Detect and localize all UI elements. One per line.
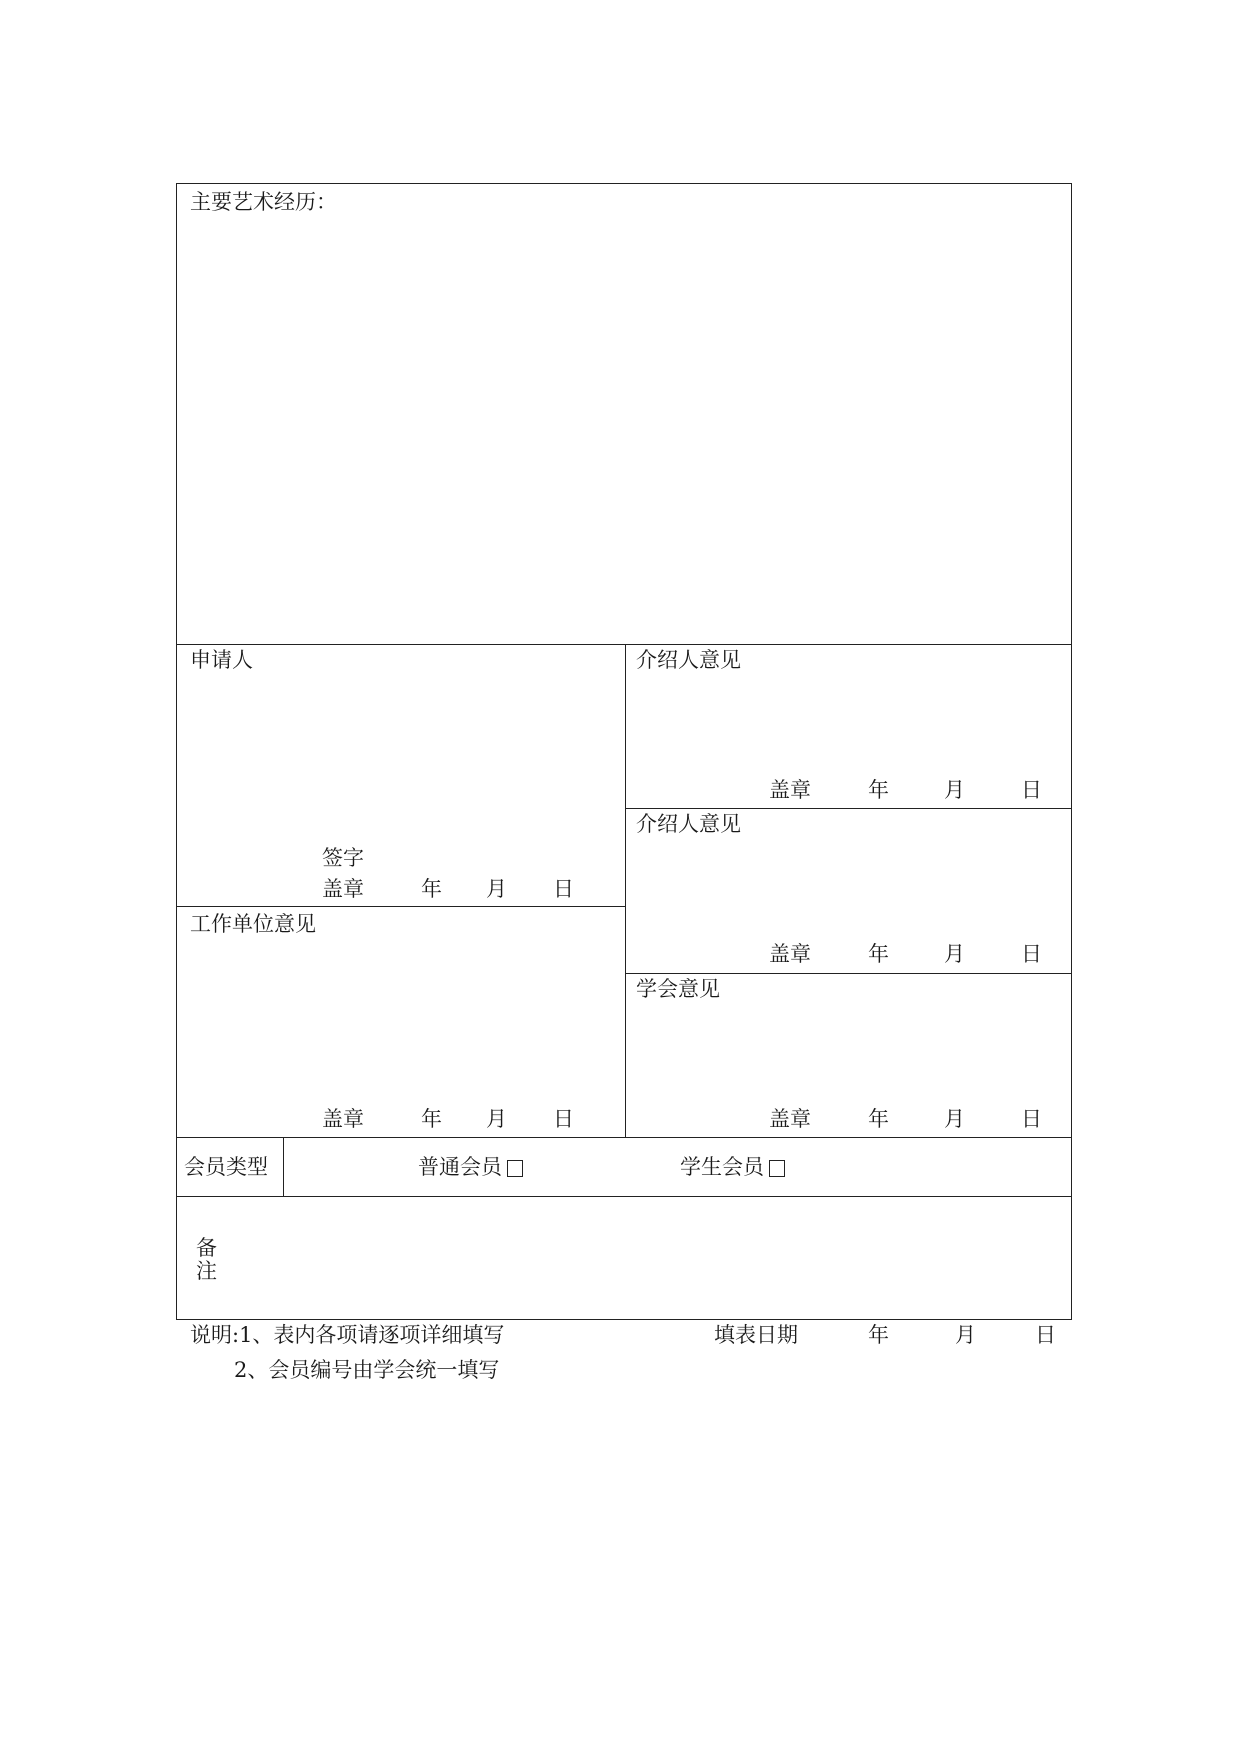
work-unit-month-label: 月 <box>486 1107 507 1131</box>
applicant-field[interactable] <box>178 676 624 836</box>
table-left-border <box>176 183 177 1320</box>
remarks-label-line2: 注 <box>196 1259 217 1283</box>
introducer-1-year-label: 年 <box>868 778 889 802</box>
member-type-regular-label: 普通会员 <box>418 1155 502 1179</box>
fill-date-year-label: 年 <box>868 1323 889 1347</box>
introducer-2-divider <box>625 973 1072 974</box>
fill-date-month-label: 月 <box>955 1323 976 1347</box>
table-top-border <box>176 183 1072 184</box>
remarks-field[interactable] <box>230 1200 1068 1315</box>
introducer-1-day-label: 日 <box>1021 778 1042 802</box>
applicant-day-label: 日 <box>553 877 574 901</box>
introducer-1-month-label: 月 <box>944 778 965 802</box>
work-unit-day-label: 日 <box>553 1107 574 1131</box>
member-type-student-label: 学生会员 <box>680 1155 764 1179</box>
introducer-2-seal-label: 盖章 <box>769 942 811 966</box>
experience-divider <box>176 644 1072 645</box>
work-unit-seal-label: 盖章 <box>322 1107 364 1131</box>
society-field[interactable] <box>627 1005 1070 1105</box>
member-type-bottom-border <box>176 1196 1072 1197</box>
work-unit-label: 工作单位意见 <box>190 912 316 936</box>
member-type-student-checkbox[interactable] <box>769 1160 785 1177</box>
fill-date-label: 填表日期 <box>714 1323 798 1347</box>
experience-label: 主要艺术经历： <box>190 190 337 214</box>
introducer-2-field[interactable] <box>627 840 1070 940</box>
applicant-seal-label: 盖章 <box>322 877 364 901</box>
opinions-column-divider <box>625 644 626 1138</box>
notes-line-2: 2、会员编号由学会统一填写 <box>234 1358 500 1382</box>
notes-line-1: 说明:1、表内各项请逐项详细填写 <box>190 1323 505 1347</box>
member-type-regular-checkbox[interactable] <box>507 1160 523 1177</box>
introducer-1-divider <box>625 808 1072 809</box>
applicant-year-label: 年 <box>421 877 442 901</box>
applicant-divider <box>176 906 626 907</box>
society-month-label: 月 <box>944 1107 965 1131</box>
applicant-sign-label: 签字 <box>322 846 364 870</box>
introducer-2-day-label: 日 <box>1021 942 1042 966</box>
society-year-label: 年 <box>868 1107 889 1131</box>
applicant-month-label: 月 <box>486 877 507 901</box>
experience-field[interactable] <box>178 220 1070 640</box>
fill-date-day-label: 日 <box>1035 1323 1056 1347</box>
remarks-label-line1: 备 <box>196 1236 217 1260</box>
member-type-label: 会员类型 <box>184 1155 268 1179</box>
introducer-1-label: 介绍人意见 <box>636 648 741 672</box>
society-day-label: 日 <box>1021 1107 1042 1131</box>
introducer-2-label: 介绍人意见 <box>636 812 741 836</box>
applicant-label: 申请人 <box>190 648 253 672</box>
introducer-2-year-label: 年 <box>868 942 889 966</box>
table-right-border <box>1071 183 1072 1320</box>
introducer-1-field[interactable] <box>627 676 1070 776</box>
work-unit-field[interactable] <box>178 940 624 1100</box>
table-bottom-border <box>176 1319 1072 1320</box>
introducer-2-month-label: 月 <box>944 942 965 966</box>
society-label: 学会意见 <box>636 977 720 1001</box>
society-seal-label: 盖章 <box>769 1107 811 1131</box>
introducer-1-seal-label: 盖章 <box>769 778 811 802</box>
member-type-top-border <box>176 1137 1072 1138</box>
member-type-label-divider <box>283 1137 284 1196</box>
work-unit-year-label: 年 <box>421 1107 442 1131</box>
